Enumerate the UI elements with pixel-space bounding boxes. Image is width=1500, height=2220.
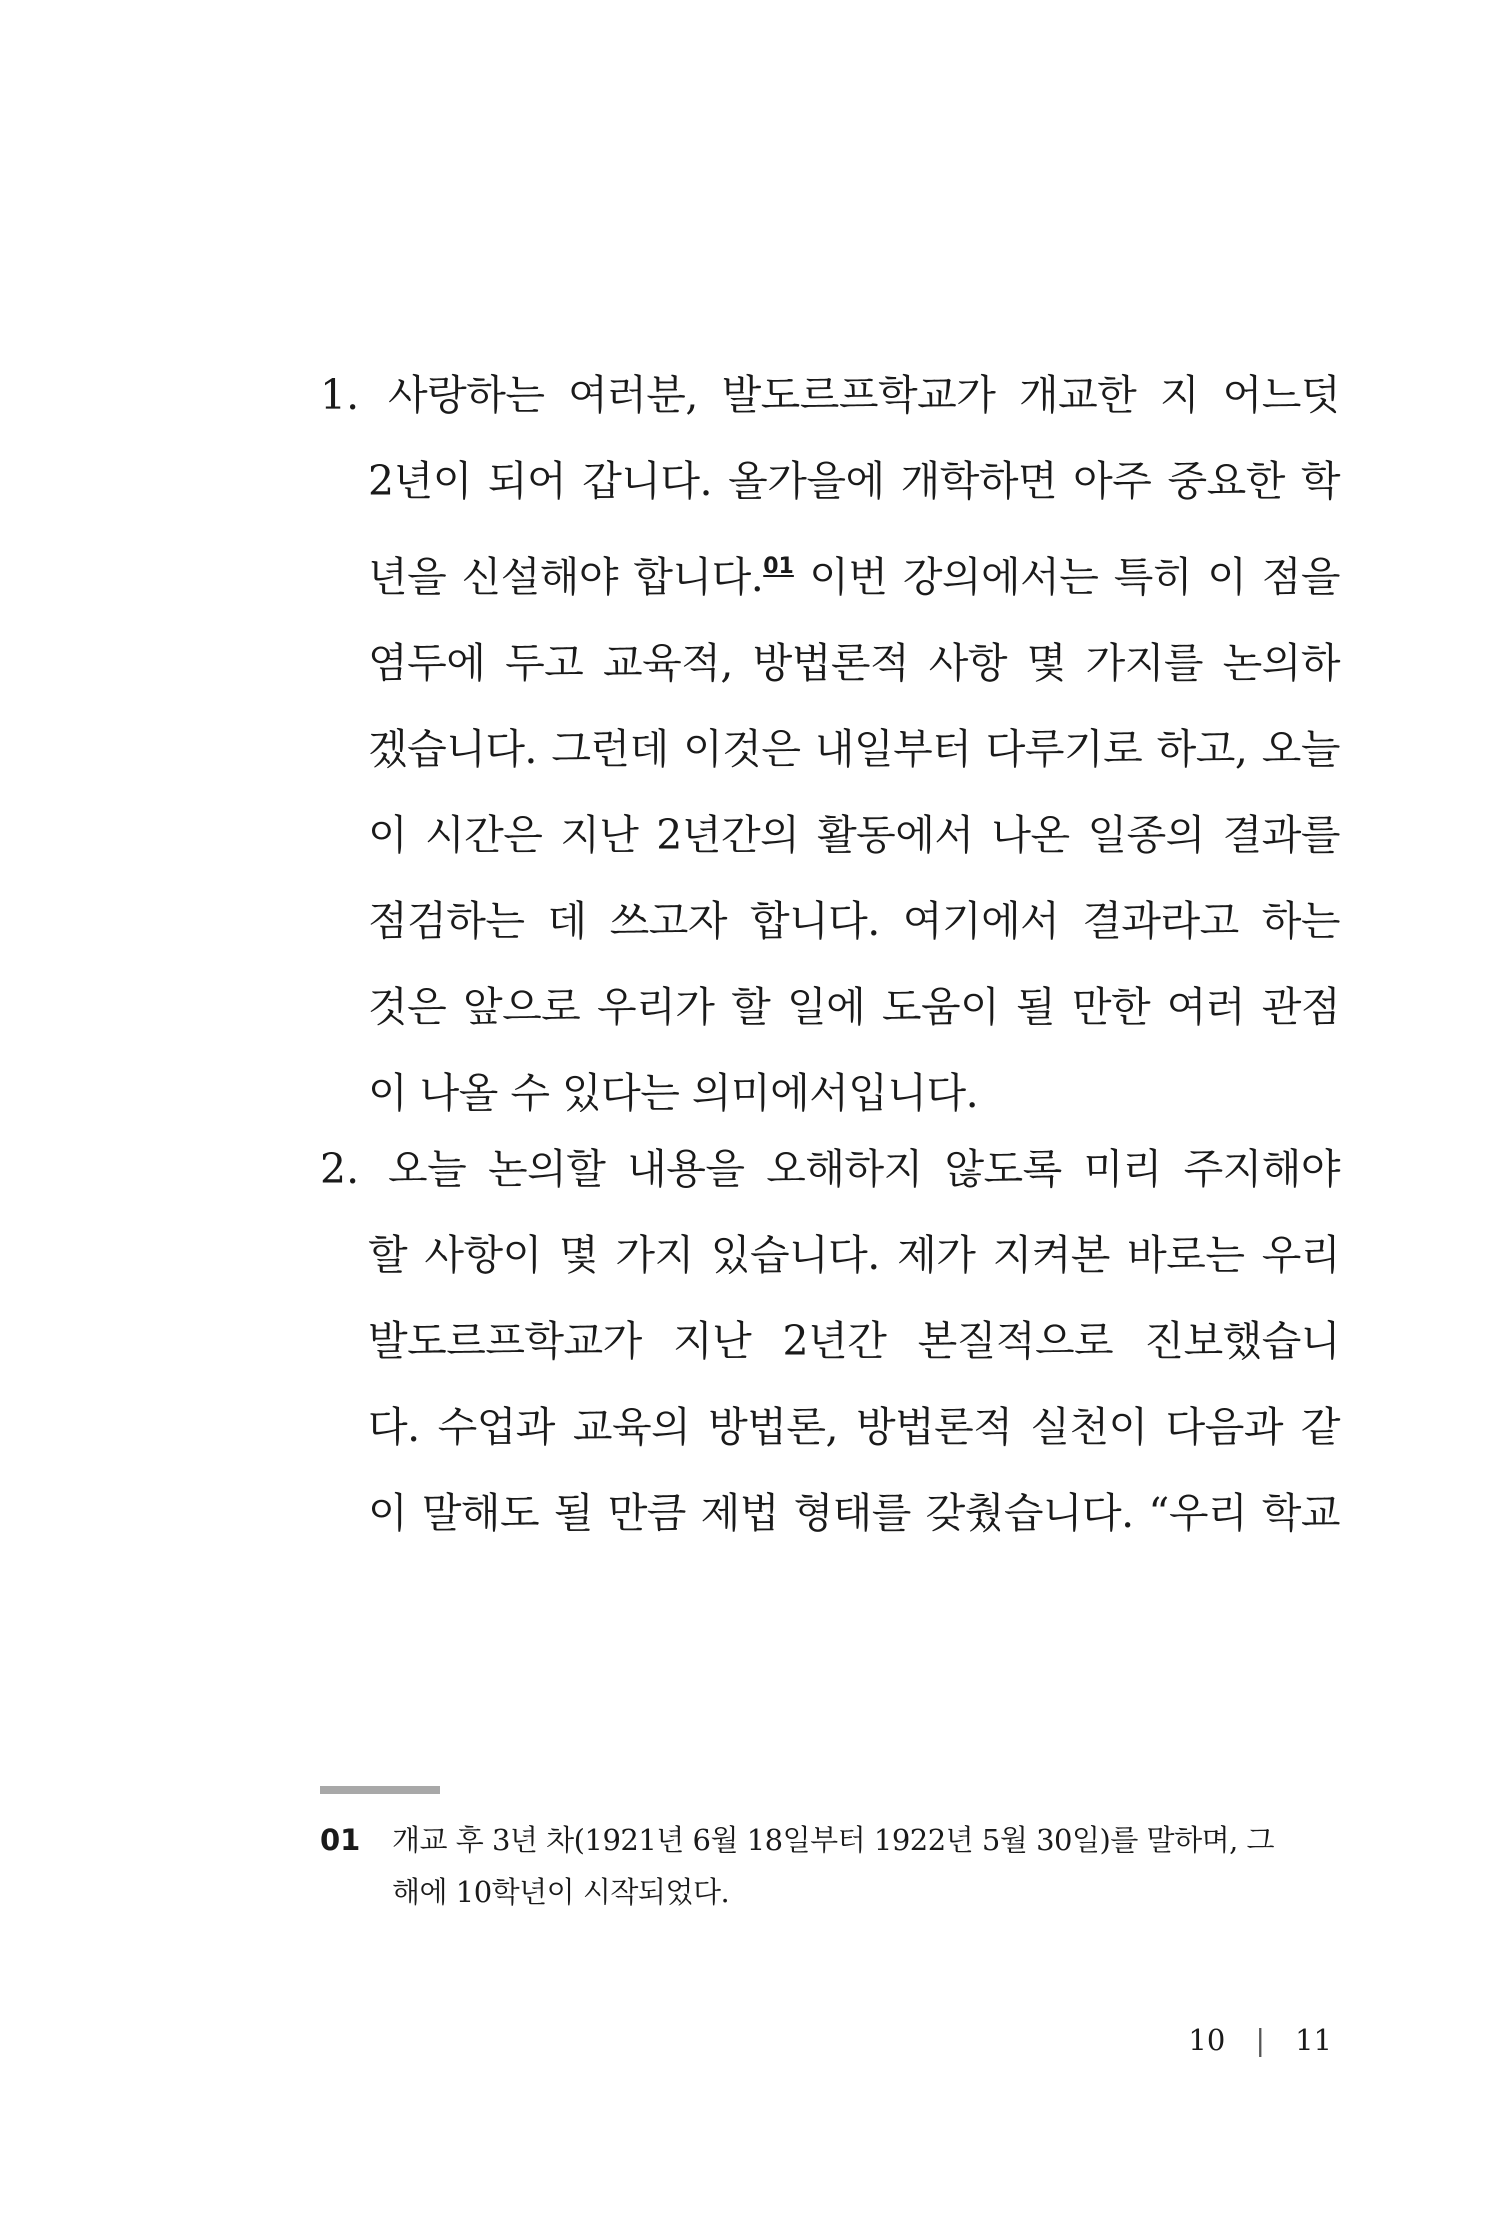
- right-page-number: 11: [1295, 2023, 1332, 2057]
- text-line: 사랑하는 여러분, 발도르프학교가 개교한 지 어느덧: [388, 371, 1340, 419]
- text-line: 이 말해도 될 만큼 제법 형태를 갖췄습니다. “우리 학교: [368, 1489, 1340, 1537]
- left-page-number: 10: [1188, 2023, 1226, 2057]
- text-line-with-footnote: [368, 524, 1340, 620]
- text-line: 할 사항이 몇 가지 있습니다. 제가 지켜본 바로는 우리: [368, 1231, 1340, 1279]
- footnote-reference[interactable]: 01: [763, 554, 794, 579]
- text-line: 염두에 두고 교육적, 방법론적 사항 몇 가지를 논의하: [368, 639, 1340, 687]
- text-fragment: 년을 신설해야 합니다.: [368, 553, 764, 601]
- footnote-line: 개교 후 3년 차(1921년 6월 18일부터 1922년 5월 30일)를 말하며, 그: [392, 1823, 1275, 1857]
- footnote-number: 01: [320, 1823, 361, 1857]
- paragraph-number: 1.: [320, 371, 360, 419]
- text-line: 겠습니다. 그런데 이것은 내일부터 다루기로 하고, 오늘: [368, 725, 1340, 773]
- footnote-divider: [320, 1786, 440, 1794]
- paragraph-2: [320, 1126, 1340, 1556]
- text-line: 2년이 되어 갑니다. 올가을에 개학하면 아주 중요한 학: [368, 457, 1340, 505]
- footnote: [320, 1814, 1340, 1918]
- page-numbers: [1188, 2020, 1332, 2060]
- text-line: 발도르프학교가 지난 2년간 본질적으로 진보했습니: [368, 1317, 1340, 1365]
- paragraph-1: [320, 352, 1340, 1136]
- text-fragment: 이번 강의에서는 특히 이 점을: [793, 553, 1340, 601]
- footnote-line: 해에 10학년이 시작되었다.: [392, 1875, 730, 1909]
- text-line: 이 나올 수 있다는 의미에서입니다.: [368, 1069, 979, 1117]
- text-line: 오늘 논의할 내용을 오해하지 않도록 미리 주지해야: [388, 1145, 1340, 1193]
- paragraph-number: 2.: [320, 1145, 360, 1193]
- text-line: 것은 앞으로 우리가 할 일에 도움이 될 만한 여러 관점: [368, 983, 1340, 1031]
- text-line: 다. 수업과 교육의 방법론, 방법론적 실천이 다음과 같: [368, 1403, 1340, 1451]
- text-line: 이 시간은 지난 2년간의 활동에서 나온 일종의 결과를: [368, 811, 1340, 859]
- page-number-separator: |: [1255, 2023, 1266, 2057]
- text-line: 점검하는 데 쓰고자 합니다. 여기에서 결과라고 하는: [368, 897, 1340, 945]
